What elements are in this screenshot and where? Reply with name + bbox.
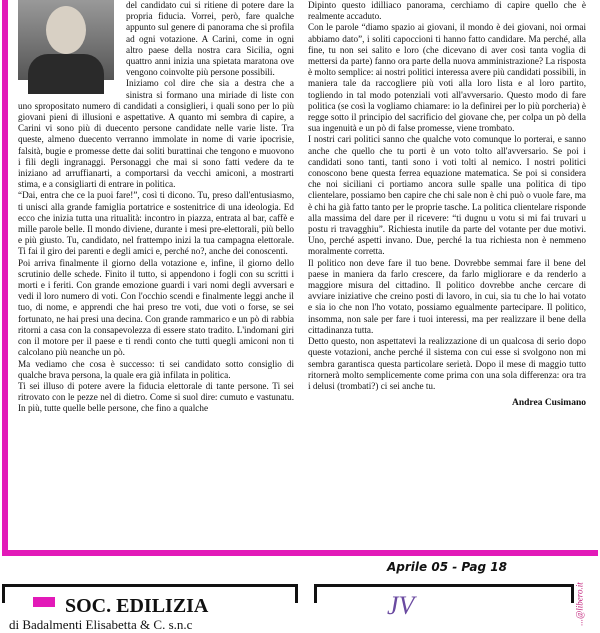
ad-company-name: SOC. EDILIZIA xyxy=(65,595,209,617)
article-paragraph: “Dai, entra che ce la puoi fare!”, così ti dicono. Tu, preso dall'entusiasmo, ti unisci alla grande famiglia portatrice e sostenitrice di una ideologia. Ed ecco che inizia tutta una ritualità: incontro in piazza, entrata al bar, caffè e mille parole belle. Il mondo diviene, durante i mesi pre-elettorali, più bello e più giusto. Tu, candidato, nel frattempo inizi la tua campagna elettorale. Ti fai il giro dei parenti e degli amici e, perché no?, anche dei conoscenti. xyxy=(18,190,294,257)
ad-company-subtitle: di Badalmenti Elisabetta & C. s.n.c xyxy=(9,617,193,632)
company-logo-icon xyxy=(33,597,55,607)
article-paragraph: Il politico non deve fare il tuo bene. Dovrebbe semmai fare il bene del paese in maniera da farlo crescere, da farlo migliorare e da renderlo a maggiore misura del cittadino. Il politico dovrebbe anche cercare di avviare iniziative che creino posti di lavoro, in cui, sia tu che lo hai votato e sia io che non l'ho votato, possiamo egualmente partecipare. Il politico, insomma, non sale per fare i tuoi interessi, ma per realizzare il bene della cittadinanza tutta. xyxy=(308,257,586,335)
article-paragraph: Ti sei illuso di potere avere la fiducia elettorale di tante persone. Ti sei ritrovato con le pezze nel di dietro. Come si suol dire: cumuto e vastunatu. In più, tutte quelle belle persone, che fino a qualche xyxy=(18,380,294,414)
article-column-right xyxy=(308,0,586,409)
article-paragraph: Detto questo, non aspettatevi la realizzazione di un qualcosa di serio dopo queste votazioni, anche perché il sistema con cui esse si svolgono non mi sembra garantisca questa particolare serietà. Dopo il mese di maggio tutto ritornerà molto semplicemente come prima con una sola differenza: ora tra i delusi (trombati?) ci sei anche tu. xyxy=(308,336,586,391)
author-photo xyxy=(18,0,114,80)
article-paragraph: Poi arriva finalmente il giorno della votazione e, infine, il giorno dello scrutinio delle schede. Finito il tutto, si appendono i fogli con su scritti i morti e i feriti. Con grande emozione guardi i vari nomi degli avversari e vedi il loro numero di voti. Con l'occhio scendi e finalmente leggi anche il tuo, di nome, e apprendi che hai preso tre voti, due voti o forse, se sei fortunato, ne hai presi una decina. Con grande rammarico e un pò di rabbia ritorni a casa con la consapevolezza di essere stato tradito. L'indomani giri con il motore per il paese e ti rendi conto che tutti quegli amiconi non ti calcolano più neanche un pò. xyxy=(18,257,294,358)
advertisement-edilizia xyxy=(2,584,298,632)
ad-email: ...@libero.it xyxy=(574,582,585,626)
accent-bar-left xyxy=(2,0,8,556)
advertisement-jv xyxy=(314,582,585,626)
author-photo-block xyxy=(18,0,118,93)
article-column-left xyxy=(18,0,294,415)
article-intro: del candidato cui si ritiene di potere dare la propria fiducia. Vorrei, però, fare qualche appunto sul genere di panorama che si profila ad ogni votazione. A Carini, come in ogni altro paese della nostra cara Sicilia, ogni quattro anni inizia una spietata maratona ove vengono coinvolte più persone possibili. xyxy=(126,0,294,78)
article-paragraph: Con le parole “diamo spazio ai giovani, il mondo è dei giovani, noi ormai abbiamo dato”, i soliti capoccioni ti hanno fatto candidare. Ma perché, alla fine, tu non sei salito e loro (che dicevano di aver così tanta voglia di mettersi da parte) fanno ora parte della nuova amministrazione? La risposta è molto semplice: ai nostri politici interessa avere più candidati possibili, in maniera tale da raccogliere più voti alla loro lista e al loro partito, togliendo in tal modo potenziali voti all'avversario. Questo modo di fare politica (se così la vogliamo chiamare: io la definirei per lo più porcheria) è regge sotto il principio del sacrificio del giovane che, per colpa un pò della sua ingenuità e un pò di false promesse, viene trombato. xyxy=(308,22,586,134)
author-signature: Andrea Cusimano xyxy=(512,398,586,409)
article-paragraph: Iniziamo col dire che sia a destra che a sinistra si formano una miriade di liste con uno spropositato numero di candidati a consiglieri, i quali sono per lo più giovani pieni di illusioni e aspettative. A quanto mi sembra di capire, a Carini vi sono più di duecento persone candidate nelle varie liste. Tra queste, almeno duecento verranno immolate in nome di varie ipocrisie, falsità, bugie e promesse dette dai soliti burattinai che tengono e muovono i fili degli ingranaggi. Personaggi che mai si sono fatti vedere da te iniziano ad arruffianarti, a comportarsi da vecchi amiconi, a mostrarti stima, e a consigliarti di entrare in politica. xyxy=(18,78,294,190)
ad-monogram: JV xyxy=(387,591,415,620)
accent-bar-bottom xyxy=(2,550,598,556)
page-frame xyxy=(2,0,598,576)
article-paragraph: Dipinto questo idilliaco panorama, cerchiamo di capire quello che è realmente accaduto. xyxy=(308,0,586,22)
issue-footer: Aprile 05 - Pag 18 xyxy=(387,560,507,574)
article-paragraph: Ma vediamo che cosa è successo: ti sei candidato sotto consiglio di qualche brava persona, la quale era già infilata in politica. xyxy=(18,358,294,380)
article-paragraph: I nostri cari politici sanno che qualche voto comunque lo porterai, e sanno anche che quello che tu porti è un voto tolto all'avversario. Se poi i candidati sono tanti, tanti sono i voti tolti al nemico. I nostri politici conoscono bene questa ferrea equazione matematica. Se poi si considera che noi siciliani ci portiamo ancora sulle spalle una politica di tipo clientelare, possiamo ben capire che chi sale non è chi può o vuole fare, ma è chi ha già fatto tanto per le proprie tasche. La politica clientelare risponde alla massima del dare per il ricevere: “ti dugnu u votu si mi fai truvari u postu ri travagghiu”. Richiesta inutile da parte del votante per due motivi. Uno, perché aspetti invano. Due, perché la tua richiesta non è nemmeno moralmente corretta. xyxy=(308,134,586,257)
